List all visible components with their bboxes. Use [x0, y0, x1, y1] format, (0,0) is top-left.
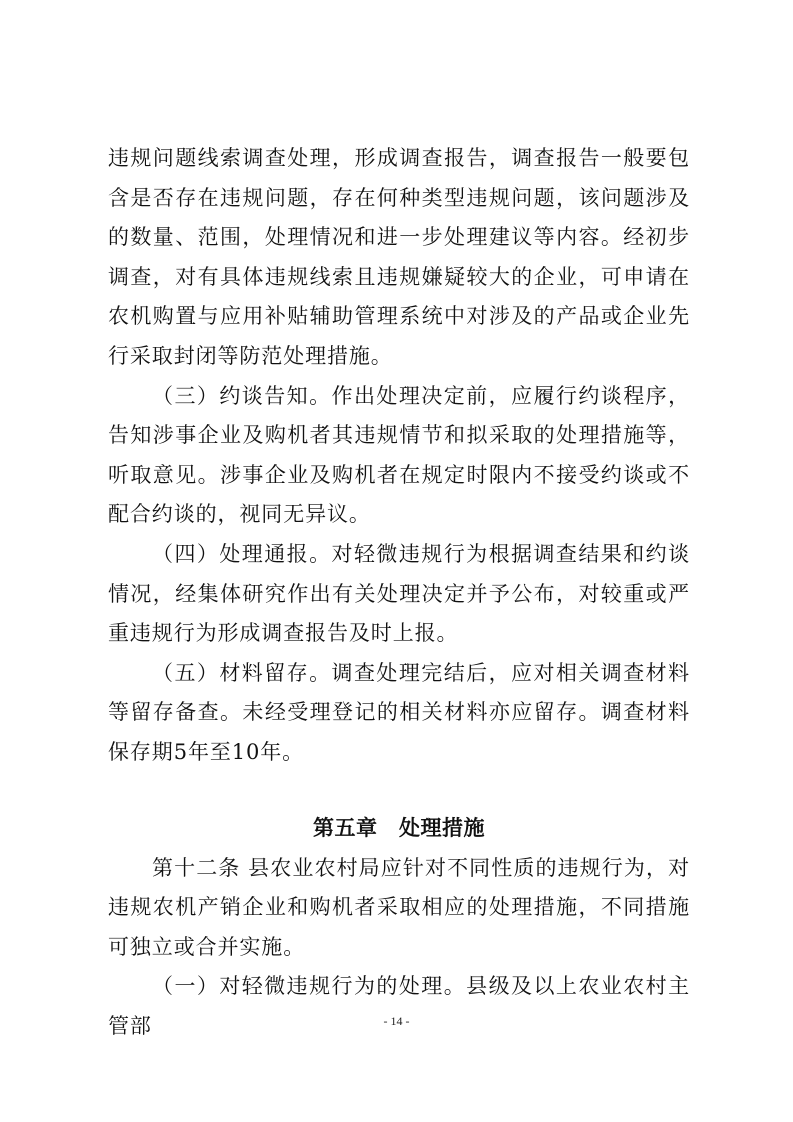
page-number: - 14 - [383, 1014, 410, 1028]
paragraph-continuation: 违规问题线索调查处理，形成调查报告，调查报告一般要包含是否存在违规问题，存在何种类型违规问题，该问题涉及的数量、范围，处理情况和进一步处理建议等内容。经初步调查，对有具体违规线索且违规嫌疑较大的企业，可申请在农机购置与应用补贴辅助管理系统中对涉及的产品或企业先行采取封闭等防范处理措施。 [108, 146, 690, 368]
paragraph-material-retention: （五）材料留存。调查处理完结后，应对相关调查材料等留存备查。未经受理登记的相关材料亦应留存。调查材料保存期5年至10年。 [108, 660, 690, 764]
page-content [108, 139, 690, 1046]
chapter-title: 第五章 处理措施 [313, 815, 485, 840]
paragraph-handling-notice: （四）处理通报。对轻微违规行为根据调查结果和约谈情况，经集体研究作出有关处理决定并予公布，对较重或严重违规行为形成调查报告及时上报。 [108, 541, 690, 646]
paragraph-article-twelve: 第十二条 县农业农村局应针对不同性质的违规行为，对违规农机产销企业和购机者采取相应的处理措施，不同措施可独立或合并实施。 [108, 855, 690, 959]
paragraph-interview-notice: （三）约谈告知。作出处理决定前，应履行约谈程序，告知涉事企业及购机者其违规情节和拟采取的处理措施等，听取意见。涉事企业及购机者在规定时限内不接受约谈或不配合约谈的，视同无异议。 [108, 383, 690, 527]
paragraph-minor-violation-handling: （一）对轻微违规行为的处理。县级及以上农业农村主管部 [108, 974, 690, 1038]
